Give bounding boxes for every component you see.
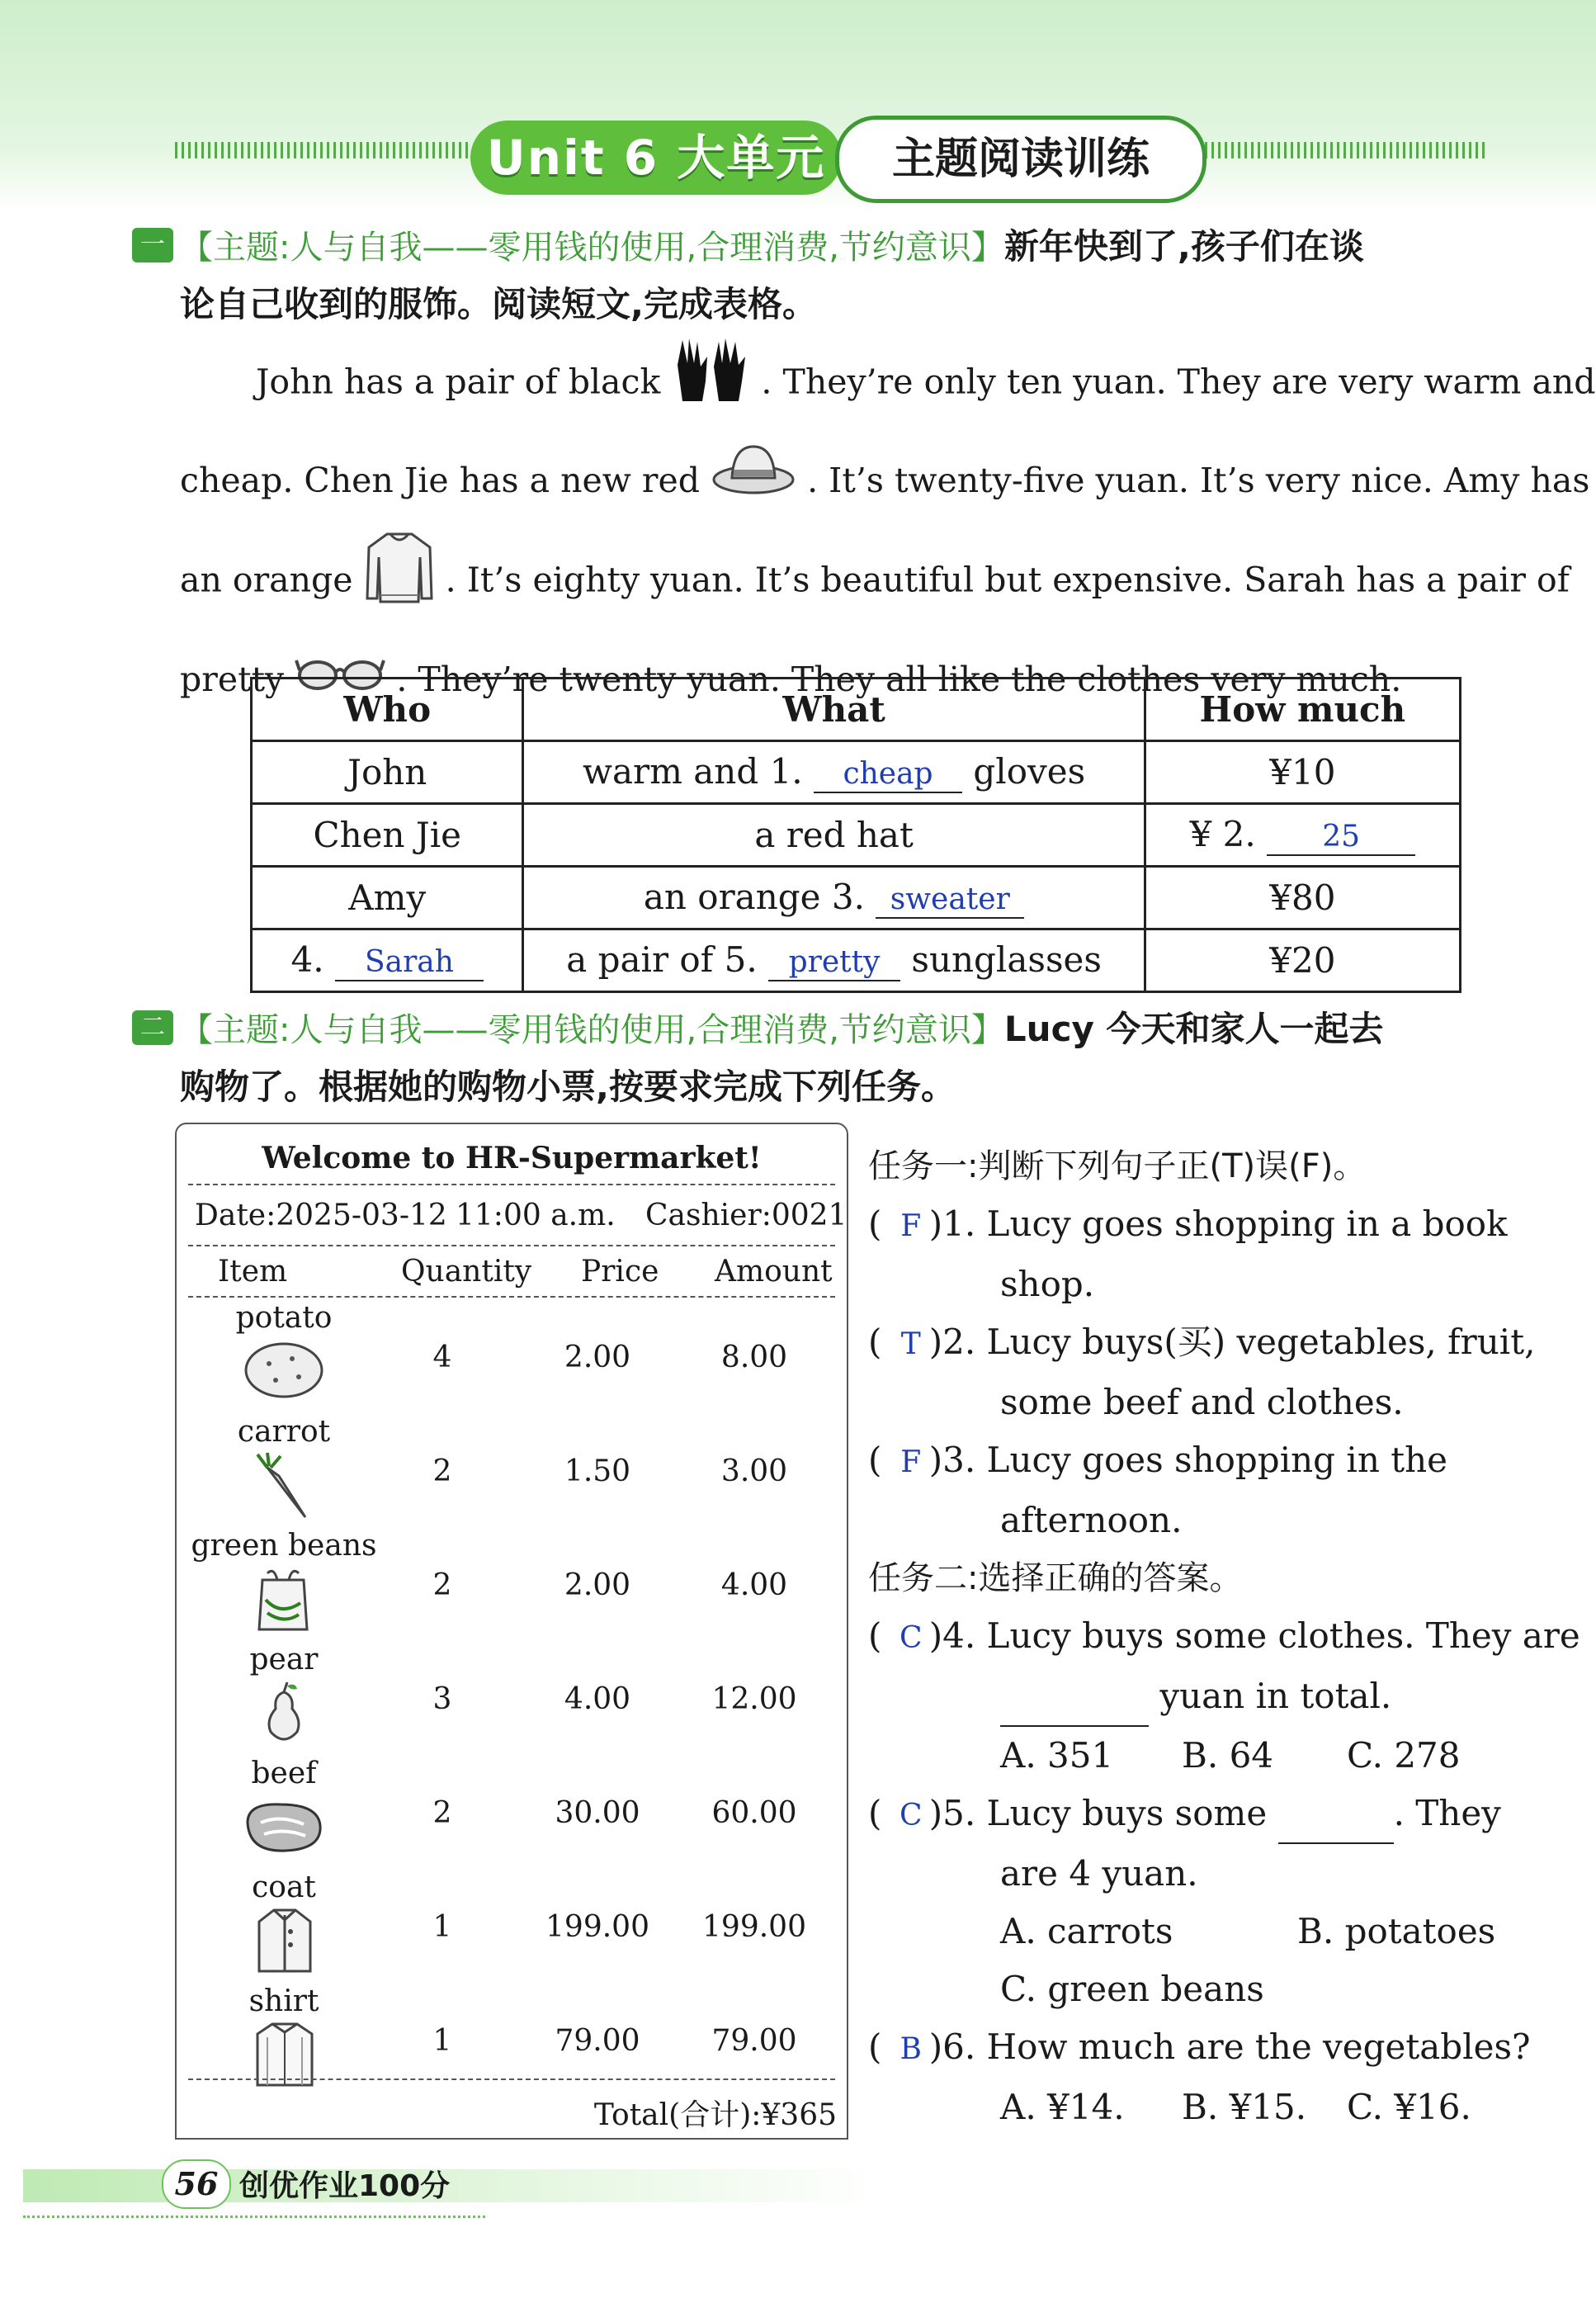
table-cell-who: Chen Jie [252, 804, 523, 867]
table-header-who: Who [252, 679, 523, 741]
q4-option-a[interactable]: A. 351 [1000, 1735, 1114, 1776]
section-badge-1: 一 [132, 228, 173, 262]
receipt-item-qty: 2 [432, 1454, 452, 1488]
receipt-total: Total(合计):¥365 [593, 2098, 837, 2132]
table-cell-price: ¥20 [1145, 929, 1460, 992]
receipt-item-qty: 1 [432, 2024, 452, 2058]
q3-text-2: afternoon. [1000, 1500, 1183, 1540]
header-stripe-left [175, 142, 472, 158]
passage-line2b: . It’s twenty-five yuan. It’s very nice. Amy has [807, 461, 1590, 500]
answer-q1[interactable]: F [900, 1209, 922, 1243]
receipt-col-item: Item [218, 1255, 288, 1289]
section-badge-2: 二 [132, 1010, 173, 1045]
receipt-col-quantity: Quantity [401, 1255, 532, 1289]
table-cell-who [252, 929, 523, 992]
receipt-item-amount: 3.00 [720, 1454, 788, 1488]
page-title: 主题阅读训练 [835, 116, 1206, 203]
section1-instruction-2: 论自己收到的服饰。阅读短文,完成表格。 [180, 284, 817, 324]
question-2: ( T )2. Lucy buys(买) vegetables, fruit, [868, 1313, 1545, 1374]
receipt [175, 1123, 848, 2140]
table-row [252, 741, 1461, 804]
q6-options [868, 2078, 1545, 2136]
receipt-item-name: carrot [237, 1415, 331, 1449]
receipt-item-price: 79.00 [555, 2024, 640, 2058]
receipt-date: Date:2025-03-12 [195, 1199, 447, 1232]
table-cell-price: ¥10 [1145, 741, 1460, 804]
sweater-icon [364, 529, 435, 636]
q5-option-c[interactable]: C. green beans [1000, 1969, 1264, 2009]
q4-text-2: yuan in total. [1159, 1676, 1392, 1716]
q5-option-b[interactable]: B. potatoes [1297, 1911, 1496, 1951]
receipt-item-qty: 1 [432, 1910, 452, 1944]
answer-q2[interactable]: T [900, 1327, 921, 1361]
receipt-item-name: coat [252, 1870, 316, 1904]
task2-label: 任务二:选择正确的答案。 [868, 1559, 1243, 1597]
potato-icon [243, 1339, 325, 1402]
q1-text: )1. Lucy goes shopping in a book [928, 1204, 1508, 1244]
q1-text-2: shop. [1000, 1264, 1095, 1304]
answer-blank-4[interactable] [335, 939, 484, 981]
cell-text: sunglasses [911, 939, 1102, 980]
answer-5: pretty [788, 945, 881, 979]
q5-blank[interactable] [1278, 1785, 1394, 1844]
table-row [252, 804, 1461, 867]
receipt-item [177, 1296, 847, 1410]
receipt-item-qty: 2 [432, 1796, 452, 1830]
cell-text: an orange 3. [643, 877, 865, 917]
pear-icon [262, 1681, 305, 1743]
q3-text: )3. Lucy goes shopping in the [928, 1440, 1448, 1480]
cell-text: a pair of 5. [566, 939, 758, 980]
receipt-item-name: green beans [191, 1529, 377, 1563]
q2-text-2: some beef and clothes. [1000, 1382, 1404, 1422]
table-header-what: What [523, 679, 1145, 741]
table-cell-price [1145, 804, 1460, 867]
answer-blank-1[interactable] [814, 751, 962, 793]
receipt-title: Welcome to HR-Supermarket! [262, 1141, 762, 1175]
receipt-item-name: shirt [248, 1984, 319, 2018]
passage-line3b: . It’s eighty yuan. It’s beautiful but expensive. Sarah has a pair of [445, 560, 1570, 599]
q5-option-a[interactable]: A. carrots [1000, 1911, 1173, 1951]
receipt-item [177, 1524, 847, 1638]
receipt-item-price: 2.00 [564, 1341, 631, 1374]
receipt-item-qty: 4 [432, 1341, 452, 1374]
q4-option-b[interactable]: B. 64 [1182, 1735, 1274, 1776]
task1-label: 任务一:判断下列句子正(T)误(F)。 [868, 1147, 1367, 1185]
page-number: 56 [162, 2159, 231, 2209]
green-beans-icon [256, 1567, 310, 1633]
receipt-col-amount: Amount [715, 1255, 833, 1289]
unit-label: Unit 6 大单元 [470, 121, 842, 195]
receipt-item [177, 1979, 847, 2095]
receipt-item [177, 1752, 847, 1866]
question-6: ( B )6. How much are the vegetables? [868, 2018, 1545, 2078]
answer-1: cheap [843, 757, 933, 791]
receipt-item-amount: 79.00 [711, 2024, 797, 2058]
section2-instruction-1: Lucy 今天和家人一起去 [1003, 1009, 1384, 1049]
q5-text: )5. Lucy buys some [928, 1793, 1268, 1833]
receipt-item-qty: 3 [432, 1682, 452, 1716]
receipt-item-name: pear [249, 1643, 319, 1676]
passage-line4a: pretty [180, 659, 285, 699]
receipt-item-amount: 60.00 [711, 1796, 797, 1830]
table-cell-what [523, 867, 1145, 929]
q5-options [868, 1903, 1545, 1960]
receipt-divider [188, 1184, 835, 1185]
carrot-icon [251, 1451, 317, 1520]
receipt-divider [188, 1245, 835, 1246]
answer-q4[interactable]: C [899, 1621, 923, 1655]
receipt-col-price: Price [581, 1255, 659, 1289]
book-title: 创优作业100分 [239, 2169, 451, 2203]
section1-instruction-1: 新年快到了,孩子们在谈 [1003, 226, 1364, 267]
receipt-item-qty: 2 [432, 1568, 452, 1602]
receipt-item-amount: 4.00 [720, 1568, 788, 1602]
coat-icon [256, 1907, 314, 1974]
table-cell-what [523, 741, 1145, 804]
section2-instruction-2: 购物了。根据她的购物小票,按要求完成下列任务。 [180, 1066, 956, 1107]
passage-line3a: an orange [180, 560, 353, 599]
receipt-item-name: beef [251, 1757, 317, 1790]
cell-text: gloves [973, 751, 1086, 792]
footer-band [23, 2169, 881, 2202]
table-cell-what: a red hat [523, 804, 1145, 867]
receipt-item-amount: 199.00 [702, 1910, 806, 1944]
section2-topic: 【主题:人与自我——零用钱的使用,合理消费,节约意识】 [180, 1011, 1004, 1049]
answer-4: Sarah [364, 945, 454, 979]
receipt-item-price: 4.00 [564, 1682, 631, 1716]
receipt-item-price: 2.00 [564, 1568, 631, 1602]
passage-line2a: cheap. Chen Jie has a new red [180, 461, 701, 500]
receipt-item [177, 1410, 847, 1524]
receipt-item [177, 1866, 847, 1979]
hat-icon [711, 438, 796, 529]
table-cell-who: Amy [252, 867, 523, 929]
answer-q6[interactable]: B [900, 2032, 922, 2066]
receipt-item-amount: 12.00 [711, 1682, 797, 1716]
receipt-divider [188, 2078, 835, 2080]
answer-blank-2[interactable] [1267, 814, 1415, 856]
receipt-time: 11:00 a.m. [456, 1199, 616, 1232]
table-cell-what [523, 929, 1145, 992]
table-header-row [252, 679, 1461, 741]
beef-icon [239, 1798, 328, 1857]
q5-text-2: are 4 yuan. [1000, 1853, 1198, 1894]
q4-text: )4. Lucy buys some clothes. They are [928, 1615, 1580, 1656]
answer-blank-5[interactable] [768, 939, 900, 981]
q6-option-c[interactable]: C. ¥16. [1347, 2087, 1471, 2127]
receipt-item-price: 1.50 [564, 1454, 631, 1488]
gloves-icon [671, 332, 750, 437]
receipt-item [177, 1638, 847, 1752]
answer-blank-3[interactable] [876, 877, 1024, 919]
task-panel [868, 1137, 1580, 2136]
receipt-item-name: potato [235, 1301, 333, 1335]
cell-text: warm and 1. [583, 751, 803, 792]
clothes-table [250, 677, 1461, 993]
receipt-item-amount: 8.00 [720, 1341, 788, 1374]
section1-heading [180, 220, 1566, 269]
receipt-item-price: 199.00 [545, 1910, 649, 1944]
q5-text-b: . They [1393, 1793, 1501, 1833]
footer-dots [23, 2216, 485, 2218]
receipt-cashier: Cashier:0021 [645, 1199, 848, 1232]
answer-q5[interactable]: C [899, 1799, 923, 1833]
table-row [252, 867, 1461, 929]
q6-option-a[interactable]: A. ¥14. [1000, 2087, 1125, 2127]
receipt-column-headers [177, 1255, 847, 1291]
answer-3: sweater [890, 882, 1010, 916]
table-cell-who: John [252, 741, 523, 804]
q4-blank[interactable] [1000, 1667, 1149, 1727]
answer-2: 25 [1322, 820, 1360, 854]
q4-options [868, 1727, 1545, 1785]
q4-line-2 [868, 1667, 1545, 1727]
header-stripe-right [1205, 142, 1485, 158]
answer-q3[interactable]: F [900, 1445, 922, 1479]
q6-text: )6. How much are the vegetables? [928, 2026, 1531, 2067]
cell-text: ¥ 2. [1189, 814, 1256, 854]
section2-heading [180, 1002, 1566, 1052]
question-4: ( C )4. Lucy buys some clothes. They are [868, 1607, 1545, 1667]
q2-text: )2. Lucy buys(买) vegetables, fruit, [928, 1322, 1536, 1362]
cell-text: 4. [290, 939, 324, 980]
table-cell-price: ¥80 [1145, 867, 1460, 929]
q6-option-b[interactable]: B. ¥15. [1182, 2087, 1307, 2127]
question-1: ( F )1. Lucy goes shopping in a book [868, 1195, 1545, 1256]
question-3: ( F )3. Lucy goes shopping in the [868, 1431, 1545, 1492]
passage [180, 332, 1596, 725]
passage-line1a: John has a pair of black [256, 362, 661, 402]
question-5: ( C )5. Lucy buys some . They [868, 1785, 1545, 1845]
receipt-item-price: 30.00 [555, 1796, 640, 1830]
passage-line1b: . They’re only ten yuan. They are very warm and [761, 362, 1596, 402]
table-row [252, 929, 1461, 992]
table-header-how-much: How much [1145, 679, 1460, 741]
passage-line4b: . They’re twenty yuan. They all like the clothes very much. [396, 659, 1402, 699]
q4-option-c[interactable]: C. 278 [1347, 1735, 1461, 1776]
section1-topic: 【主题:人与自我——零用钱的使用,合理消费,节约意识】 [180, 229, 1004, 267]
